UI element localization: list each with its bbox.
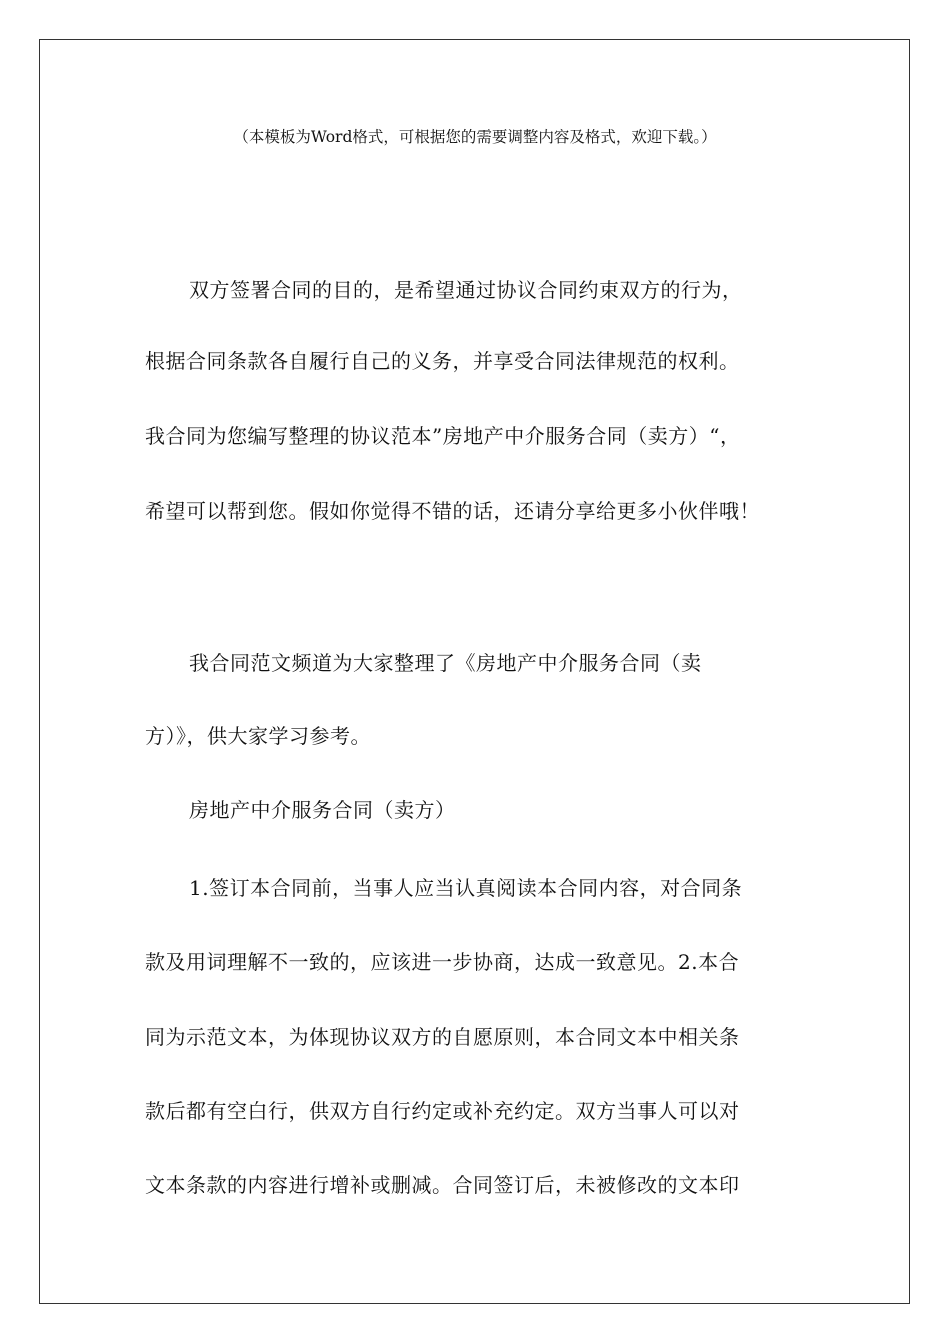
clause-line-4: 款后都有空白行，供双方自行约定或补充约定。双方当事人可以对 [145,1099,740,1123]
clause-line-1: 1.签订本合同前，当事人应当认真阅读本合同内容，对合同条 [189,876,743,900]
intro-line-1: 双方签署合同的目的，是希望通过协议合同约束双方的行为， [189,278,743,302]
contract-title: 房地产中介服务合同（卖方） [189,798,456,822]
clause-line-3: 同为示范文本，为体现协议双方的自愿原则，本合同文本中相关条 [145,1025,740,1049]
template-note: （本模板为Word格式，可根据您的需要调整内容及格式，欢迎下载。） [233,128,717,146]
clause-line-2: 款及用词理解不一致的，应该进一步协商，达成一致意见。2.本合 [145,950,740,974]
clause-line-5: 文本条款的内容进行增补或删减。合同签订后，未被修改的文本印 [145,1173,740,1197]
intro-line-3: 我合同为您编写整理的协议范本”房地产中介服务合同（卖方）“， [145,424,741,448]
intro-line-2: 根据合同条款各自履行自己的义务，并享受合同法律规范的权利。 [145,349,740,373]
reference-line-2: 方）》，供大家学习参考。 [145,724,371,748]
reference-line-1: 我合同范文频道为大家整理了《房地产中介服务合同（卖 [189,651,702,675]
intro-line-4: 希望可以帮到您。假如你觉得不错的话，还请分享给更多小伙伴哦！ [145,499,760,523]
